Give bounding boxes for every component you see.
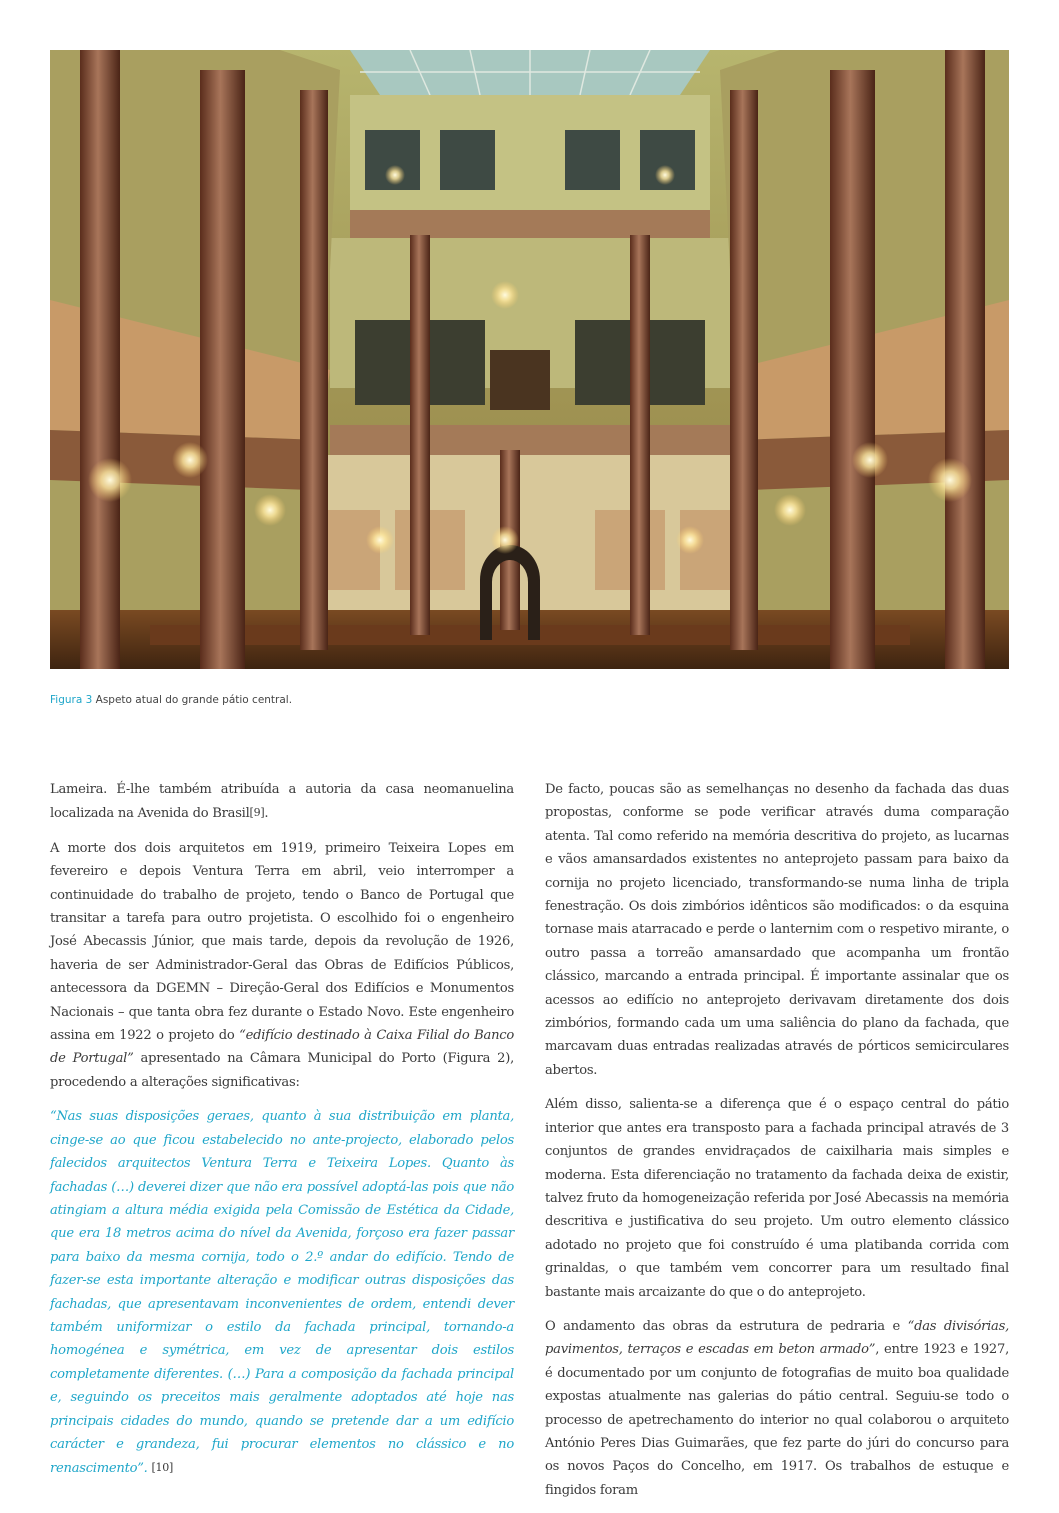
courtyard-illustration [50, 50, 1009, 669]
paragraph: O andamento das obras da estrutura de pedraria e “das divisórias, pavimentos, terraços e escadas em beton armado”, entre 1923 e 1927, é documentado por um conjunto de fotografias de muito boa qualidade expostas atualmente nas galerias do pátio central. Seguiu-se todo o processo de apetrechamento do interior no qual colaborou o arquiteto António Peres Dias Guimarães, que fez parte do júri do concurso para os novos Paços do Concelho, em 1917. Os trabalhos de estuque e fingidos foram [545, 1318, 1009, 1498]
paragraph: Lameira. É-lhe também atribuída a autoria da casa neomanuelina localizada na Avenida do Brasil[9]. [50, 782, 514, 822]
left-column [50, 778, 514, 1492]
footnote-ref: [9] [249, 806, 265, 820]
block-quote: “Nas suas disposições geraes, quanto à sua distribuição em planta, cinge-se ao que ficou estabelecido no ante-projecto, elaborado pelos falecidos arquitectos Ventura Terra e Teixeira Lopes. Quanto às fachadas (…) deverei dizer que não era possível adoptá-las pois que não atingiam a altura média exigida pela Comissão de Estética da Cidade, que era 18 metros acima do nível da Avenida, forçoso era fazer passar para baixo da mesma cornija, todo o 2.º andar do edifício. Tendo de fazer-se esta importante alteração e modificar outras disposições das fachadas, que apresentavam inconvenientes de ordem, entendi dever também uniformizar o estilo da fachada principal, tornando-a homogénea e symétrica, em vez de apresentar dois estilos completamente diferentes. (…) Para a composição da fachada principal e, seguindo os preceitos mais geralmente adoptados até hoje nas principais cidades do mundo, quando se pretende dar a um edifício carácter e grandeza, fui procurar elementos no clássico e no renascimento”. [10] [50, 1109, 514, 1477]
right-column [545, 778, 1009, 1513]
paragraph: De facto, poucas são as semelhanças no desenho da fachada das duas propostas, conforme se pode verificar através duma comparação atenta. Tal como referido na memória descritiva do projeto, as lucarnas e vãos amansardados existentes no anteprojeto passam para baixo da cornija no projeto licenciado, transformando-se numa linha de tripla fenestração. Os dois zimbórios idênticos são modificados: o da esquina tornase mais atarracado e perde o lanternim com o respetivo mirante, o outro passa a torreão amansardado que acompanha um frontão clássico, marcando a entrada principal. É importante assinalar que os acessos ao edifício no anteprojeto derivavam diretamente dos dois zimbórios, formando cada um uma saliência do plano da fachada, que marcavam duas entradas realizadas através de pórticos semicirculares abertos. [545, 782, 1009, 1078]
figure-caption [50, 694, 750, 706]
footnote-ref: [10] [151, 1461, 174, 1475]
figure-label: Figura 3 [50, 694, 93, 706]
figure-caption-text: Aspeto atual do grande pátio central. [95, 694, 293, 706]
paragraph: A morte dos dois arquitetos em 1919, primeiro Teixeira Lopes em fevereiro e depois Ventura Terra em abril, veio interromper a continuidade do trabalho de projeto, tendo o Banco de Portugal que transitar a tarefa para outro projetista. O escolhido foi o engenheiro José Abecassis Júnior, que mais tarde, depois da revolução de 1926, haveria de ser Administrador-Geral das Obras de Edifícios Públicos, antecessora da DGEMN – Direção-Geral dos Edifícios e Monumentos Nacionais – que tanta obra fez durante o Estado Novo. Este engenheiro assina em 1922 o projeto do “edifício destinado à Caixa Filial do Banco de Portugal” apresentado na Câmara Municipal do Porto (Figura 2), procedendo a alterações significativas: [50, 840, 514, 1090]
paragraph: Além disso, salienta-se a diferença que é o espaço central do pátio interior que antes era transposto para a fachada principal através de 3 conjuntos de grandes envidraçados de caixilharia mais simples e moderna. Esta diferenciação no tratamento da fachada deixa de existir, talvez fruto da homogeneização referida por José Abecassis na memória descritiva e justificativa do seu projeto. Um outro elemento clássico adotado no projeto que foi construído é uma platibanda corrida com grinaldas, o que também vem concorrer para um resultado final bastante mais arcaizante do que o do anteprojeto. [545, 1097, 1009, 1300]
figure-photo-central-courtyard [50, 50, 1009, 669]
